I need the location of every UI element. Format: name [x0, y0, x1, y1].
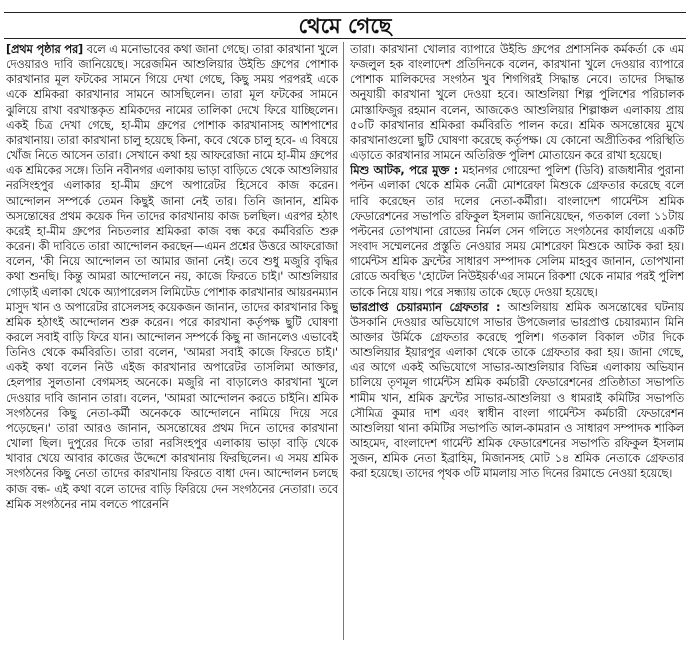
article-text: মহানগর গোয়েন্দা পুলিশ (ডিবি) রাজধানীর পুরানা পল্টন এলাকা থেকে শ্রমিক নেত্রী মোশরেফা মিশুকে গ্রেফতার করেছে বলে দাবি করেছেন তার দলের নেতা-কর্মীরা। বাংলাদেশ গার্মেন্টস শ্রমিক ফেডারেশনের সভাপতি রফিকুল ইসলাম জানিয়েছেন, গতকাল বেলা ১১টায় পল্টনের তোপখানা রোডের নির্মল সেন গলিতে সংগঠনের কার্যালয়ে একটি সংবাদ সম্মেলনের প্রস্তুতি নেওয়ার সময় মোশরেফা মিশুকে আটক করা হয়। গার্মেন্টস শ্রমিক ফ্রন্টের সাধারণ সম্পাদক সেলিম মাহবুব জানান, তোপখানা রোডে অবস্থিত 'হোটেল নিউইয়র্ক'এর সামনে রিকশা থেকে নামার পরই পুলিশ তাকে নিয়ে যায়। পরে সন্ধ্যায় তাকে ছেড়ে দেওয়া হয়েছে। — [350, 164, 684, 299]
article-text: আশুলিয়ায় শ্রমিক অসন্তোষের ঘটনায় উসকানি দেওয়ার অভিযোগে সাভার উপজেলার ভারপ্রাপ্ত চেয়ারম্যান মিনি আক্তার উর্মিকে গ্রেফতার করেছে পুলিশ। গতকাল বিকাল ৩টার দিকে আশুলিয়ার ইয়ারপুর এলাকা থেকে তাকে গ্রেফতার করা হয়। জানা গেছে, এর আগে একই অভিযোগে সাভার-আশুলিয়ার বিভিন্ন এলাকায় অভিযান চালিয়ে তৃণমূল গার্মেন্টস শ্রমিক কর্মচারী ফেডারেশনের প্রতিষ্ঠাতা সভাপতি শামীম খান, শ্রমিক ফ্রন্টের সাভার-আশুলিয়া ও ধামরাই কমিটির সভাপতি সৌমিত্র কুমার দাশ এবং স্বাধীন বাংলা গার্মেন্টস কর্মচারী ফেডারেশন আশুলিয়া থানা কমিটির সভাপতি আল-কামরান ও সাধারণ সম্পাদক শাকিল আহমেদ, বাংলাদেশ গার্মেন্ট শ্রমিক ফেডারেশনের সভাপতি রফিকুল ইসলাম সুজন, শ্রমিক নেতা ইব্রাহিম, মিজানসহ মোট ১৪ শ্রমিক নেতাকে গ্রেফতার করা হয়েছে। তাদের পৃথক ৩টি মামলায় সাত দিনের রিমান্ডে নেওয়া হয়েছে। — [350, 300, 684, 481]
article-text: বলে এ মনোভাবের কথা জানা গেছে। তারা কারখানা খুলে দেওয়ারও দাবি জানিয়েছে। সরেজমিন আশুলিয়ার উইন্ডি গ্রুপের পোশাক কারখানার মূল ফটকের সামনে গিয়ে দেখা গেছে, কিছু সময় পরপরই একে একে শ্রমিকরা কারখানার সামনে আসছিলেন। তারা মূল ফটকের সামনে ঝুলিয়ে রাখা বরখাস্তকৃত শ্রমিকদের নামের তালিকা দেখে ফিরে যাচ্ছিলেন। একই চিত্র দেখা গেছে, হা-মীম গ্রুপের পোশাক কারখানাসহ আশপাশের কারখানায়। তারা কারখানা চালু হয়েছে কিনা, কবে থেকে চালু হবে- এ বিষয়ে খোঁজ নিতে আসেন তারা। সেখানে কথা হয় আফরোজা নামে হা-মীম গ্রুপের এক শ্রমিকের সঙ্গে। তিনি নবীনগর এলাকায় ভাড়া বাড়িতে থেকে আশুলিয়ার নরসিংহপুর এলাকার হা-মীম গ্রুপে অপারেটর হিসেবে কাজ করেন। আন্দোলন সম্পর্কে তেমন কিছুই জানা নেই তার। তিনি জানান, শ্রমিক অসন্তোষের প্রথম কয়েক দিন তাদের কারখানায় কাজ চলছিল। এরপর হঠাৎ করেই হা-মীম গ্রুপের নিচতলার শ্রমিকরা কাজ বন্ধ করে কর্মবিরতি শুরু করেন। কী দাবিতে তারা আন্দোলন করছেন—এমন প্রশ্নের উত্তরে আফরোজা বলেন, 'কী নিয়ে আন্দোলন তা আমার জানা নেই। তবে শুধু মজুরি বৃদ্ধির কথা শুনছি। কিন্তু আমরা আন্দোলনে নয়, কাজে ফিরতে চাই।' আশুলিয়ার গোড়াই এলাকা থেকে অ্যাপারেলস লিমিটেড পোশাক কারখানার আয়রনম্যান মাসুদ খান ও অপারেটর রাসেলসহ কয়েকজন জানান, তাদের কারখানার কিছু শ্রমিক হঠাৎই আন্দোলন শুরু করেন। পরে কারখানা কর্তৃপক্ষ ছুটি ঘোষণা করলে সবাই বাড়ি ফিরে যান। আন্দোলন সম্পর্কে কিছু না জানলেও এভাবেই তিনিও থেকে কর্মবিরতি। তারা বলেন, 'আমরা সবাই কাজে ফিরতে চাই।' একই কথা বলেন নিউ এইজ কারখানার অপারেটর তাসলিমা আক্তার, হেলপার সুলতানা বেগমসহ অনেকে। মজুরি না বাড়ালেও কারখানা খুলে দেওয়ার দাবি জানান তারা। বলেন, 'আমরা আন্দোলন করতে চাইনি। শ্রমিক সংগঠনের কিছু নেতা-কর্মী অনেককে আন্দোলনে নামিয়ে দিয়ে সরে পড়েছেন।' তারা আরও জানান, অসন্তোষের প্রথম দিনে তাদের কারখানা খোলা ছিল। দুপুরের দিকে তারা নরসিংহপুর এলাকায় ভাড়া বাড়ি থেকে খাবার খেয়ে আবার কাজের উদ্দেশে কারখানায় ফিরছিলেন। এ সময় শ্রমিক সংগঠনের কিছু নেতা তাদের কারখানায় ফিরতে বাধা দেন। আন্দোলন চলছে কাজ বন্ধ- এই কথা বলে তাদের বাড়ি ফিরিয়ে দেন সংগঠনের নেতারা। তবে শ্রমিক সংগঠনের নাম বলতে পারেননি — [6, 43, 338, 511]
column-divider — [343, 42, 344, 640]
headline: থেমে গেছে — [298, 13, 392, 38]
subheading-chairman-arrested: ভারপ্রাপ্ত চেয়ারম্যান গ্রেফতার : — [350, 300, 501, 314]
article-column-left — [6, 42, 338, 642]
article-paragraph: তারা। কারখানা খোলার ব্যাপারে উইন্ডি গ্রুপের প্রশাসনিক কর্মকর্তা কে এম ফজলুল হক বাংলাদেশ প্রতিদিনকে বলেন, কারখানা খুলে দেওয়ার ব্যাপারে পোশাক মালিকদের সংগঠন খুব শিগগিরই সিদ্ধান্ত নেবে। তাদের সিদ্ধান্ত অনুযায়ী কারখানা খুলে দেওয়া হবে। আশুলিয়া শিল্প পুলিশের পরিচালক মোস্তাফিজুর রহমান বলেন, আজকেও আশুলিয়ার শিল্পাঞ্চল এলাকায় প্রায় ৫০টি কারখানার শ্রমিকরা কর্মবিরতি পালন করে। শ্রমিক অসন্তোষের মুখে কারখানাগুলো ছুটি ঘোষণা করেছে কর্তৃপক্ষ। যে কোনো অপ্রীতিকর পরিস্থিতি এড়াতে কারখানার সামনে অতিরিক্ত পুলিশ মোতায়েন করে রাখা হয়েছে। — [350, 43, 684, 163]
subheading-mishu-detained: মিশু আটক, পরে মুক্ত : — [350, 164, 459, 178]
article-column-right — [350, 42, 684, 642]
article-paragraph — [6, 42, 338, 512]
article-paragraph — [350, 300, 684, 482]
article-paragraph — [350, 163, 684, 299]
headline-bottom-rule — [4, 38, 686, 39]
continued-from-kicker: [প্রথম পৃষ্ঠার পর] — [6, 43, 84, 56]
